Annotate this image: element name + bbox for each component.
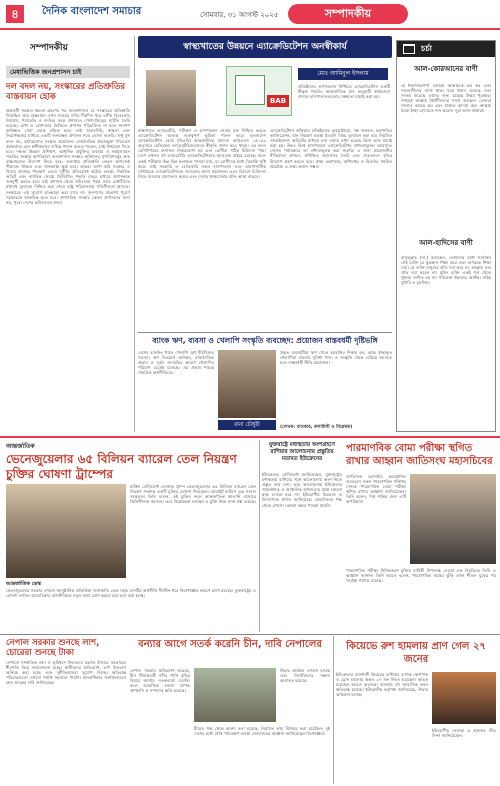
kyiv-photo (432, 672, 496, 724)
accred-body-1: প্রতিষ্ঠানের গুণগতমান নিশ্চিতে এ্যাক্রেডিটেশন একটি স্বীকৃত পদ্ধতি। আন্তর্জাতিক মান অনুযায়ী স্বাস্থ্যসেবা প্রদানে হাসপাতালগুলোর সক্ষমতা যাচাই করা হয়। (298, 84, 390, 100)
hospital-icon (235, 75, 265, 105)
venezuela-title: ভেনেজুয়েলার ৬৫ বিলিয়ন ব্যারেল তেল নিয়ন্ত্রণ চুক্তির ঘোষণা ট্রাম্পের (6, 452, 237, 481)
quran-body: হে ঈমানদারগণ! তোমরা আল্লাহকে ভয় কর এবং সত্যবাদীদের সাথে থাক। যারা ঈমান এনেছে এবং সৎকর্ম করেছে তাদের জন্য রয়েছে উত্তম পুরস্কার। নিশ্চয়ই আল্লাহ ধৈর্যশীলদের সাথে আছেন। তোমরা সালাত কায়েম কর এবং যাকাত আদায় কর। আল্লাহ যাকে ইচ্ছা হেদায়েত দান করেন। সুরা আল-বাকারা। (401, 83, 491, 114)
masthead-bar (0, 0, 500, 30)
flood-body: নেপাল সরকার অভিযোগ করেছে, চীন সীমান্তবর্তী নদীর পানি বৃদ্ধির বিষয়ে আগাম সতর্কবার্তা দেয়নি। ফলে আকস্মিক বন্যায় ব্যাপক প্রাণহানি ও সম্পদের ক্ষতি হয়েছে। (130, 668, 190, 694)
bank-body-1: দেশের ব্যাংকিং খাতে খেলাপি ঋণ দীর্ঘদিনের সমস্যা। ঋণ বিতরণে অনিয়ম, রাজনৈতিক প্রভাব ও দুর্বল তদারকির কারণে খেলাপির পরিমাণ বেড়েই চলেছে। এর প্রভাব পড়ছে সামগ্রিক অর্থনীতিতে। (138, 350, 214, 376)
book-icon (403, 44, 415, 54)
venezuela-body-2: ভেনেজুয়েলার সরকার এখনো আনুষ্ঠানিক প্রতিক্রিয়া জানায়নি। তেল সমৃদ্ধ দেশটির অর্থনীতি দীর্ঘদিন ধরে নিষেধাজ্ঞার কারণে চাপে রয়েছে। যুক্তরাষ্ট্রের এ ঘোষণা লাতিন আমেরিকার রাজনীতিতে নতুন মাত্রা যোগ করবে বলে মনে করা হচ্ছে। (6, 588, 256, 599)
bank-author-photo (218, 350, 276, 418)
hadith-title: আল-হাদিসের বাণী (419, 239, 473, 247)
flood-body-3: উদ্ধার কার্যক্রম এখনো চলছে এবং নিখোঁজদের সন্ধান অব্যাহত রয়েছে। (280, 668, 330, 684)
nepal-title: নেপাল সরকার শুনছে লাশ, চোরেরা শুনছে টাকা (6, 638, 100, 658)
divider (333, 636, 334, 784)
guterres-photo (410, 474, 496, 564)
editorial-body: অন্তর্বর্তী সরকার ক্ষমতা গ্রহণের পর জনপ্রশাসনে যে সংস্কারের প্রতিশ্রুতি দিয়েছিল তার বাস্তবায়ন এখন সময়ের দাবি। দীর্ঘদিন ধরে দলীয় বিবেচনায় নিয়োগ, পদোন্নতি ও বদলির ফলে প্রশাসনে পেশাদারিত্বের ঘাটতি তৈরি হয়েছে। মেধা ও যোগ্যতার ভিত্তিতে প্রশাসন পরিচালিত না হলে জনগণ কাঙ্ক্ষিত সেবা থেকে বঞ্চিত হবে। তাই জবাবদিহি, স্বচ্ছতা এবং নিরপেক্ষতার মাধ্যমে একটি জনবান্ধব প্রশাসন গড়ে তোলা জরুরি। শুধু মুখ বদল নয়, কাঠামোগত সংস্কার প্রয়োজন। রাজনৈতিক প্রভাবমুক্ত পরিবেশে কর্মকর্তারা যেন স্বাধীনভাবে দায়িত্ব পালন করতে পারেন, সেই নিশ্চয়তা দিতে হবে। দক্ষতা উন্নয়ন প্রশিক্ষণ, আধুনিক প্রযুক্তির ব্যবহার ও কর্মমূল্যায়ন পদ্ধতির সংস্কার অপরিহার্য। জনপ্রশাসন সংস্কার কমিশনের সুপারিশসমূহ দ্রুত বাস্তবায়নের উদ্যোগ নিতে হবে। অন্যথায় প্রতিশ্রুতি কেবল কাগজেই সীমাবদ্ধ থাকবে এবং জনআস্থা ক্ষুণ্ণ হবে। আমরা আশা করি সরকার এ বিষয়ে কার্যকর পদক্ষেপ নেবে। দুর্নীতি প্রতিরোধে কঠোর ব্যবস্থা, নিয়মিত অডিট এবং নাগরিক সেবায় ডিজিটাল পদ্ধতি চালুর মাধ্যমে প্রশাসনকে জনমুখী করতে হবে। মাঠ প্রশাসন থেকে সচিবালয় পর্যন্ত সর্বত্র মেধাবীদের যথাযথ মূল্যায়ন নিশ্চিত করা গেলে রাষ্ট্র পরিচালনায় গতিশীলতা আসবে। সংস্কারের এই সুযোগ হাতছাড়া করা যাবে না। জনগণের প্রত্যাশা পূরণে সরকারকে আন্তরিক হতে হবে। প্রশাসনিক সংস্কার কেবল প্রশাসনের জন্য নয়, পুরো দেশের ভবিষ্যতের জন্য। (6, 108, 130, 205)
accred-title-bar (138, 36, 392, 58)
page-number: ৪ (6, 5, 24, 23)
nuclear-body: জাতিসংঘ মহাসচিব আন্তোনিও গুতেরেস সকল পারমাণবিক শক্তিধর দেশকে পারমাণবিক বোমা পরীক্ষা স্থগিত রাখার আহ্বান জানিয়েছেন। তিনি বলেন, বিশ্ব শান্তির জন্য এটি অপরিহার্য। (346, 474, 406, 505)
editorial-title: দল বদল নয়, সংস্কারের প্রতিশ্রুতির বাস্তবায়ন হোক (6, 82, 126, 102)
desk-label: আন্তর্জাতিক ডেস্ক (6, 581, 41, 587)
flood-photo (194, 668, 276, 722)
russia-body-2: ইউরোপীয় নেতারা এ হামলার তীব্র নিন্দা জানিয়েছেন। (432, 728, 496, 739)
intl-label: আন্তর্জাতিক (6, 443, 35, 450)
nepal-body: নেপালে সাম্প্রতিক বন্যা ও ভূমিধসে নিহতদের মরদেহ উদ্ধারে সরকারের ধীরগতি নিয়ে সমালোচনা হচ্ছে। স্থানীয়দের অভিযোগ, ত্রাণ বিতরণে অনিয়ম করা হচ্ছে এবং দুর্নীতিবাজরা সুযোগ নিচ্ছে। ক্ষতিগ্রস্ত পরিবারগুলো এখনো পর্যাপ্ত সহায়তা পায়নি। মানবাধিকার সংগঠনগুলো দ্রুত তদন্তের দাবি জানিয়েছে। (6, 660, 126, 686)
ukraine-title: যুক্তরাষ্ট্রে মধ্যস্থতায় অংশগ্রহণে রাশিয়ার আলোচনায় প্রস্তুতির মতামত ইউক্রেনের (269, 442, 335, 462)
bank-author: রানা চৌধুরী (218, 420, 276, 430)
chorcha-label: চর্চা (421, 44, 432, 53)
accred-body-2: স্বাস্থ্যখাতে ল্যাবরেটরি, পরীক্ষণ ও হাসপাতাল সেবার মান নিশ্চিত করতে এ্যাক্রেডিটেশন অত্যন্ত গুরুত্বপূর্ণ ভূমিকা পালন করে। বাংলাদেশ এ্যাক্রেডিটেশন বোর্ড (বিএবি) আন্তর্জাতিক মানদণ্ড আইএসও ১৫১৮৯ অনুসারে মেডিকেল ল্যাবরেটরিগুলোকে স্বীকৃতি প্রদান করে থাকে। এর ফলে রোগনির্ণয়ের ফলাফল নির্ভরযোগ্য হয় এবং রোগীরা সঠিক চিকিৎসা পায়। দেশে এখনও বহু ল্যাবরেটরি এ্যাক্রেডিটেশনের আওতার বাইরে রয়েছে। ফলে একই পরীক্ষার ভিন্ন ভিন্ন ফলাফল পাওয়া যায়, যা রোগীদের মধ্যে বিভ্রান্তি সৃষ্টি করে। তাই সরকারি ও বেসরকারি সকল হাসপাতাল এবং ডায়াগনস্টিক সেন্টারকে এ্যাক্রেডিটেশনের আওতায় আনা প্রয়োজন। এতে বিদেশে চিকিৎসা নিতে যাওয়ার প্রবণতাও কমবে এবং দেশের স্বাস্থ্যসেবার প্রতি আস্থা বাড়বে। (138, 128, 266, 179)
flood-body-2: চীনের পক্ষ থেকে অবশ্য বলা হয়েছে, নিয়মিত তথ্য বিনিময় করা হয়েছিল। দুই দেশের মধ্যে যৌথ পর্যবেক্ষণ ব্যবস্থা জোরদারের আহ্বান জানিয়েছেন বিশেষজ্ঞরা। (194, 726, 330, 737)
bank-title: ব্যাংক ঋণ, ব্যবসা ও খেলাপি সংস্কৃতি ব্যবচ্ছেদ: প্রয়োজন বাস্তবধর্মী দৃষ্টিভঙ্গি (152, 336, 378, 345)
russia-title: কিয়েভে রুশ হামলায় প্রাণ গেল ২৭ জনের (346, 641, 486, 665)
editorial-label: সম্পাদকীয় (30, 43, 68, 53)
trump-photo (6, 484, 126, 578)
divider (259, 440, 260, 632)
nuclear-title: পারমাণবিক বোমা পরীক্ষা স্থগিত রাখার আহ্বান জাতিসংঘ মহাসচিবের (346, 443, 493, 467)
author-photo (146, 70, 196, 126)
chorcha-label-bar (397, 41, 495, 57)
accred-badge: BAB (267, 95, 289, 107)
ukraine-body: ইউক্রেনের প্রেসিডেন্ট জানিয়েছেন, যুক্তরাষ্ট্রের মধ্যস্থতায় রাশিয়ার সঙ্গে আলোচনায় অংশ নিতে প্রস্তুত তার দেশ। তবে আলোচনায় ইউক্রেনের সার্বভৌমত্ব ও আঞ্চলিক অখণ্ডতার প্রশ্নে কোনো ছাড় দেওয়া হবে না। ইউরোপীয় মিত্ররাও এ উদ্যোগকে স্বাগত জানিয়েছে। ক্রেমলিনের পক্ষ থেকে এখনো কোনো মন্তব্য পাওয়া যায়নি। (262, 472, 342, 508)
divider (138, 332, 392, 333)
paper-name: দৈনিক বাংলাদেশ সমাচার (42, 6, 142, 17)
divider (134, 36, 135, 432)
section-divider (0, 436, 500, 438)
flood-title: বন্যার আগে সতর্ক করেনি চীন, দাবি নেপালের (138, 639, 322, 650)
hadith-body: রাসুলুল্লাহ (সা.) বলেছেন, তোমাদের মধ্যে সর্বোত্তম সেই ব্যক্তি যে কুরআন শিক্ষা করে এবং অপরকে শিক্ষা দেয়। যে ব্যক্তি মানুষের প্রতি দয়া করে না, আল্লাহ তার প্রতি দয়া করেন না। মুমিন ব্যক্তি একই গর্ত থেকে দুইবার দংশিত হয় না। পবিত্রতা ঈমানের অর্ধেক। সহিহ বুখারি ও মুসলিম। (401, 255, 491, 286)
russia-body: ইউক্রেনের রাজধানী কিয়েভে রাশিয়ার ব্যাপক ক্ষেপণাস্ত্র ও ড্রোন হামলায় অন্তত ২৭ জন নিহত হয়েছেন। আহত হয়েছেন আরও অনেকে। হামলায় বহু আবাসিক ভবন ক্ষতিগ্রস্ত হয়েছে। ইউক্রেনীয় কর্তৃপক্ষ জানিয়েছে, উদ্ধার অভিযান চলছে। (336, 672, 428, 698)
accred-graphic (226, 66, 292, 116)
accred-author: মোঃ আমিনুল ইসলাম (298, 68, 388, 80)
issue-date: সোমবার, ৩১ আগস্ট ২০২৫ (200, 11, 279, 19)
quran-title: আল-কোরআনের বাণী (414, 65, 478, 73)
chorcha-box (396, 40, 496, 432)
editorial-kicker: মেধাভিত্তিক জনপ্রশাসন চাই (6, 66, 130, 78)
accred-title: স্বাস্থ্যখাতের উন্নয়নে এ্যাক্রেডিটেশন অনস্বীকার্য (183, 42, 347, 52)
bank-credit: (লেখক: ব্যাংকার, কলামিস্ট ও বিশ্লেষক) (280, 425, 353, 430)
venezuela-body-1: মার্কিন প্রেসিডেন্ট ডোনাল্ড ট্রাম্প ভেনেজুয়েলার ৬৫ বিলিয়ন ব্যারেল তেল নিয়ন্ত্রণ সংক্রান্ত একটি চুক্তির ঘোষণা দিয়েছেন। হোয়াইট হাউসে এক সংবাদ সম্মেলনে তিনি বলেন, এই চুক্তির ফলে আন্তর্জাতিক জ্বালানি বাজারে স্থিতিশীলতা আসবে। তবে বিশ্লেষকরা বলছেন এ চুক্তি নিয়ে নানা প্রশ্ন রয়েছে। (130, 484, 256, 505)
divider (0, 634, 500, 635)
accred-body-3: এ্যাক্রেডিটেশন প্রক্রিয়ায় প্রতিষ্ঠানের অবকাঠামো, দক্ষ জনবল, যন্ত্রপাতির ক্যালিব্রেশন, মান নিয়ন্ত্রণ ব্যবস্থা ইত্যাদি বিষয় মূল্যায়ন করা হয়। নিয়মিত সার্ভেইল্যান্স অডিটের মাধ্যমে মান বজায় রাখা হয়েছে কিনা তাও যাচাই করা হয়। উন্নত বিশ্বে হাসপাতাল এ্যাক্রেডিটেশন বাধ্যতামূলক। আমাদের দেশেও পর্যায়ক্রমে তা বাধ্যতামূলক করা জরুরি। এ জন্য প্রয়োজনীয় নীতিমালা প্রণয়ন, প্রশিক্ষিত অ্যাসেসর তৈরি এবং সচেতনতা বৃদ্ধির উদ্যোগ গ্রহণ করতে হবে। স্বাস্থ্য মন্ত্রণালয়, অধিদপ্তর ও বিএবির সমন্বিত প্রচেষ্টায় এ লক্ষ্য অর্জন সম্ভব। (270, 128, 392, 169)
section-banner: সম্পাদকীয় (288, 4, 408, 24)
nuclear-body-2: পারমাণবিক পরীক্ষা নিষিদ্ধকরণ চুক্তির বার্ষিকী উপলক্ষে দেওয়া এক বিবৃতিতে তিনি এ আহ্বান জানান। তিনি আরও বলেন, পারমাণবিক অস্ত্রের ঝুঁকি এখন শীতল যুদ্ধের পর সর্বোচ্চ পর্যায়ে রয়েছে। (346, 568, 496, 584)
bank-body-2: প্রকৃত ব্যবসায়ীরা ঋণ পেতে হয়রানির শিকার হন, অথচ ইচ্ছাকৃত খেলাপিরা বারবার সুবিধা পান। এ সংস্কৃতি থেকে বেরিয়ে আসতে হলে বাস্তবধর্মী নীতি প্রয়োজন। (280, 350, 392, 366)
